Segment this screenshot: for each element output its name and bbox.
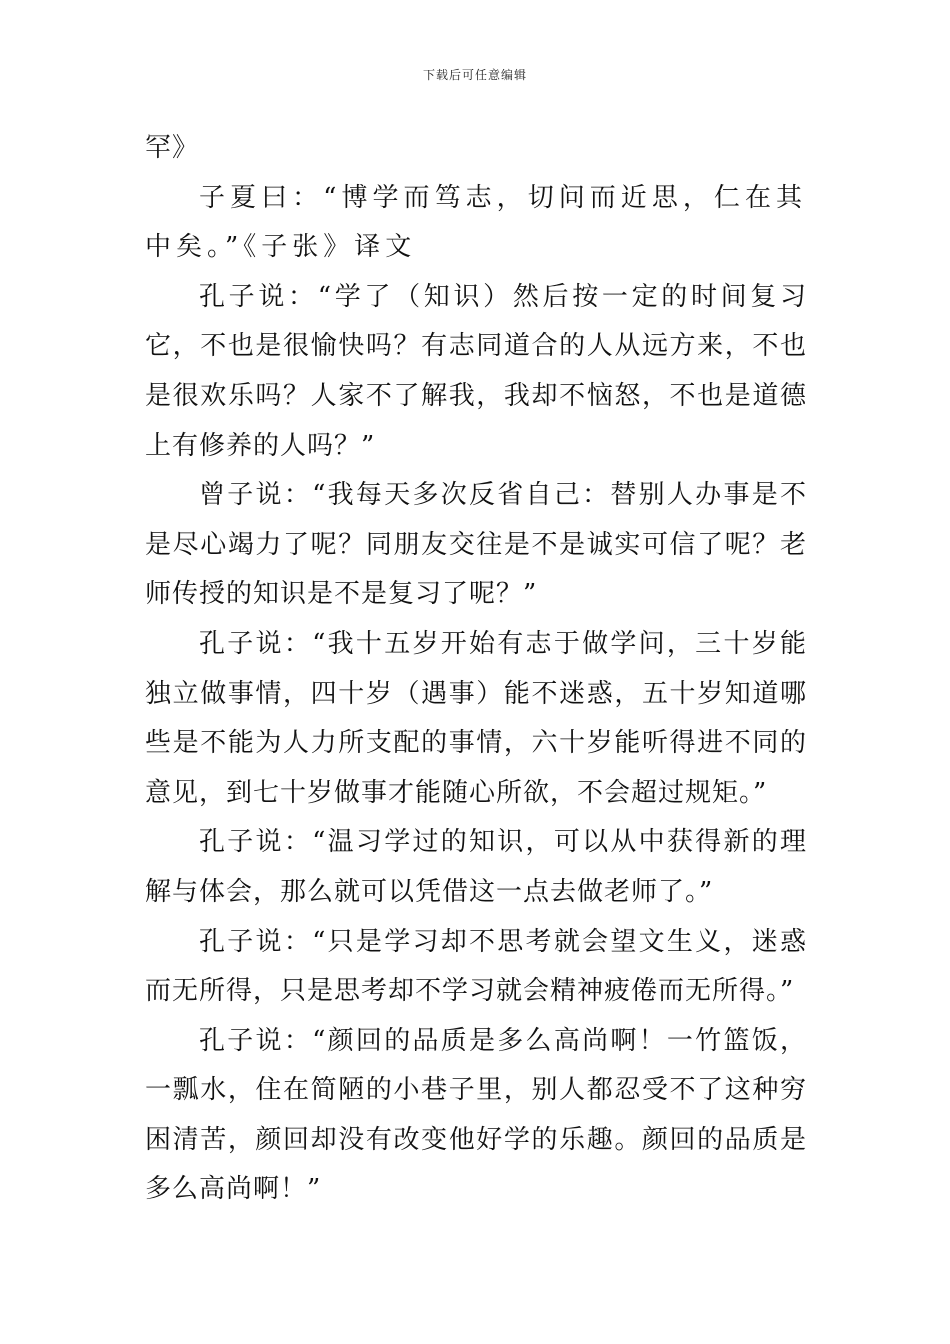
paragraph-translation-5: 孔子说：“只是学习却不思考就会望文生义，迷惑而无所得，只是思考却不学习就会精神疲倦而无所得。” <box>145 926 807 1007</box>
paragraph-zixia-quote: 子夏曰：“博学而笃志，切问而近思，仁在其中矣。”《子张》译文 <box>145 182 807 263</box>
paragraph-translation-3: 孔子说：“我十五岁开始有志于做学问，三十岁能独立做事情，四十岁（遇事）能不迷惑，五十岁知道哪些是不能为人力所支配的事情，六十岁能听得进不同的意见，到七十岁做事才能随心所欲，不会超过规矩。” <box>145 628 807 808</box>
paragraph-translation-1: 孔子说：“学了（知识）然后按一定的时间复习它，不也是很愉快吗？有志同道合的人从远方来，不也是很欢乐吗？人家不了解我，我却不恼怒，不也是道德上有修养的人吗？” <box>145 281 807 461</box>
paragraph-translation-4: 孔子说：“温习学过的知识，可以从中获得新的理解与体会，那么就可以凭借这一点去做老师了。” <box>145 827 807 907</box>
paragraph-translation-6: 孔子说：“颜回的品质是多么高尚啊！一竹篮饭，一瓢水，住在简陋的小巷子里，别人都忍受不了这种穷困清苦，颜回却没有改变他好学的乐趣。颜回的品质是多么高尚啊！” <box>145 1025 807 1205</box>
document-body <box>145 124 807 1215</box>
page-header: 下载后可任意编辑 <box>422 68 527 82</box>
paragraph-translation-2: 曾子说：“我每天多次反省自己：替别人办事是不是尽心竭力了呢？同朋友交往是不是诚实可信了呢？老师传授的知识是不是复习了呢？” <box>145 480 807 610</box>
paragraph-fragment: 罕》 <box>145 133 200 163</box>
